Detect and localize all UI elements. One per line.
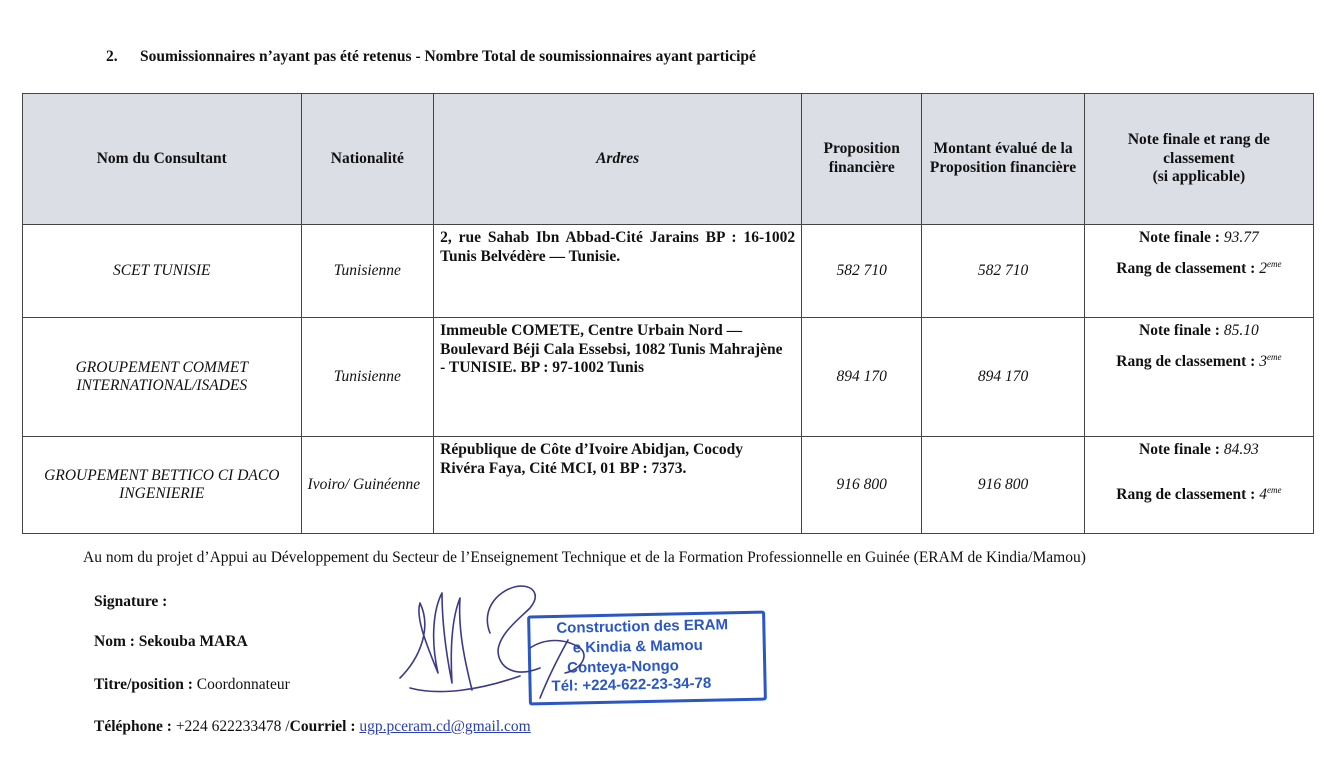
cell-evaluated: 894 170 — [922, 318, 1084, 437]
rank-label: Rang de classement : — [1116, 260, 1256, 278]
score-line — [1091, 322, 1307, 340]
phone-value: +224 622233478 / — [175, 718, 290, 735]
cell-score — [1084, 318, 1313, 437]
rank-label: Rang de classement : — [1116, 353, 1256, 371]
score-line — [1091, 441, 1307, 459]
signature-field — [94, 593, 167, 611]
title-label: Titre/position : — [94, 676, 193, 693]
rank-line — [1091, 259, 1307, 278]
header-score — [1084, 94, 1313, 225]
cell-name: GROUPEMENT BETTICO CI DACO INGENIERIE — [23, 437, 302, 534]
cell-evaluated: 916 800 — [922, 437, 1084, 534]
score-label: Note finale : — [1139, 322, 1220, 339]
section-title: Soumissionnaires n’ayant pas été retenus - Nombre Total de soumissionnaires ayant participé — [140, 48, 756, 65]
cell-nationality: Tunisienne — [301, 225, 434, 318]
rank-label: Rang de classement : — [1116, 486, 1256, 504]
cell-address: 2, rue Sahab Ibn Abbad-Cité Jarains BP : 16-1002 Tunis Belvédère — Tunisie. — [434, 225, 802, 318]
table-row — [23, 318, 1314, 437]
score-line — [1091, 229, 1307, 247]
rank-line — [1091, 485, 1307, 504]
table-header-row — [23, 94, 1314, 225]
header-score-note: (si applicable) — [1152, 168, 1246, 186]
header-evaluated: Montant évalué de la Proposition financière — [922, 94, 1084, 225]
cell-evaluated: 582 710 — [922, 225, 1084, 318]
section-number: 2. — [106, 48, 118, 65]
cell-proposal: 916 800 — [802, 437, 922, 534]
address-line: - TUNISIE. BP : 97-1002 Tunis — [440, 359, 645, 377]
rank-suffix: eme — [1266, 259, 1282, 269]
score-value: 84.93 — [1223, 441, 1259, 458]
signature-label: Signature : — [94, 593, 168, 610]
score-value: 85.10 — [1223, 322, 1259, 339]
phone-label: Téléphone : — [94, 718, 172, 735]
name-field — [94, 633, 248, 651]
email-link[interactable]: ugp.pceram.cd@gmail.com — [359, 718, 531, 735]
stamp-line: Conteya-Nongo — [567, 657, 680, 677]
cell-nationality: Ivoiro/ Guinéenne — [301, 437, 434, 534]
cell-name: SCET TUNISIE — [23, 225, 302, 318]
rank-value: 2 — [1259, 260, 1267, 278]
rank-suffix: eme — [1266, 352, 1282, 362]
section-heading — [106, 48, 756, 66]
handwritten-signature — [380, 578, 620, 708]
stamp-line: Tél: +224-622-23-34-78 — [551, 674, 712, 696]
stamp-line: Construction des ERAM — [556, 616, 729, 637]
email-label: Courriel : — [289, 718, 356, 735]
cell-proposal: 894 170 — [802, 318, 922, 437]
name-label: Nom : Sekouba MARA — [94, 633, 248, 650]
rank-line — [1091, 352, 1307, 371]
address-line: Immeuble COMETE, Centre Urbain Nord — — [440, 322, 743, 339]
header-nationality: Nationalité — [301, 94, 434, 225]
contact-field — [94, 718, 531, 736]
results-table — [22, 93, 1314, 534]
title-value: Coordonnateur — [196, 676, 290, 693]
project-statement: Au nom du projet d’Appui au Développement du Secteur de l’Enseignement Technique et de la Formation Professionnelle en Guinée (ERAM de Kindia/Mamou) — [83, 549, 1086, 566]
cell-proposal: 582 710 — [802, 225, 922, 318]
title-field — [94, 676, 290, 694]
cell-score — [1084, 437, 1313, 534]
header-address: Ardres — [434, 94, 802, 225]
score-value: 93.77 — [1223, 229, 1259, 246]
table-row — [23, 437, 1314, 534]
score-label: Note finale : — [1139, 441, 1220, 458]
score-label: Note finale : — [1139, 229, 1220, 246]
address-line: Rivéra Faya, Cité MCI, 01 BP : 7373. — [440, 459, 687, 477]
stamp-line: e Kindia & Mamou — [572, 636, 703, 657]
address-line: Boulevard Béji Cala Essebsi, 1082 Tunis Mahrajène — [440, 340, 783, 358]
cell-address — [434, 437, 802, 534]
cell-name: GROUPEMENT COMMET INTERNATIONAL/ISADES — [23, 318, 302, 437]
cell-address — [434, 318, 802, 437]
table-row — [23, 225, 1314, 318]
cell-nationality: Tunisienne — [301, 318, 434, 437]
cell-score — [1084, 225, 1313, 318]
address-line: République de Côte d’Ivoire Abidjan, Cocody — [440, 441, 744, 458]
rank-value: 3 — [1259, 353, 1267, 371]
header-score-label: Note finale et rang de classement — [1127, 131, 1270, 167]
header-name: Nom du Consultant — [23, 94, 302, 225]
rank-suffix: eme — [1266, 485, 1282, 495]
header-proposal: Proposition financière — [802, 94, 922, 225]
rank-value: 4 — [1259, 486, 1267, 504]
